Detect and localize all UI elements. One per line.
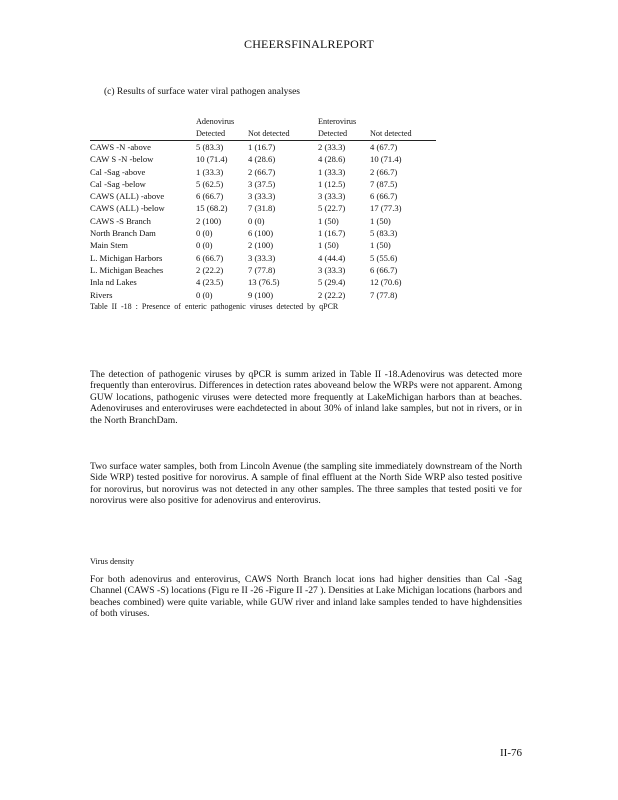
value-cell: 2 (100) [196,215,222,226]
value-cell: 3 (33.3) [318,191,346,202]
value-cell: 3 (33.3) [318,264,346,275]
table-row [90,141,436,154]
location-cell: L. Michigan Harbors [90,252,163,263]
value-cell: 5 (83.3) [196,142,224,152]
location-cell: CAWS -S Branch [90,215,151,226]
value-cell: 2 (100) [248,240,274,251]
column-header: Detected [318,127,370,141]
value-cell: 10 (71.4) [370,154,402,165]
value-cell: 6 (66.7) [370,264,398,275]
value-cell: 2 (33.3) [318,142,346,152]
value-cell: 3 (33.3) [248,252,276,263]
paragraph-virus-density: For both adenovirus and enterovirus, CAWS North Branch locat ions had higher densities than Cal -Sag Channel (CAWS -S) locations (Figu re II -26 -Figure II -27 ). Densities at Lake Michigan locations (harbors and beaches combined) were quite variable, while GUW river and inland lake samples tended to have highdensities of both viruses. [90,574,522,620]
column-header: Not detected [370,127,436,141]
table-row [90,190,436,202]
value-cell: 10 (71.4) [196,154,228,165]
value-cell: 7 (87.5) [370,178,398,189]
blank-header-cell [90,127,196,141]
value-cell: 2 (66.7) [370,166,398,177]
location-cell: CAWS -N -above [90,142,151,152]
value-cell: 1 (50) [370,240,391,251]
location-cell: Cal -Sag -below [90,178,146,189]
value-cell: 7 (77.8) [248,264,276,275]
table-body [90,141,436,301]
value-cell: 0 (0) [196,228,213,239]
value-cell: 17 (77.3) [370,203,402,214]
value-cell: 6 (66.7) [196,252,224,263]
subheading-virus-density: Virus density [90,557,134,566]
value-cell: 9 (100) [248,289,274,300]
table-row [90,202,436,214]
table-row [90,227,436,239]
value-cell: 15 (68.2) [196,203,228,214]
location-cell: CAW S -N -below [90,154,154,165]
table-row [90,178,436,190]
table-row [90,276,436,288]
location-cell: Inla nd Lakes [90,277,137,288]
location-cell: Rivers [90,289,113,300]
value-cell: 5 (29.4) [318,277,346,288]
value-cell: 1 (16.7) [318,228,346,239]
group-header-enterovirus: Enterovirus [318,117,357,126]
table-row [90,239,436,251]
column-header: Not detected [248,127,318,141]
value-cell: 2 (22.2) [196,264,224,275]
table-row [90,215,436,227]
value-cell: 13 (76.5) [248,277,280,288]
value-cell: 1 (33.3) [196,166,224,177]
value-cell: 3 (33.3) [248,191,276,202]
value-cell: 4 (28.6) [248,154,276,165]
table-row [90,264,436,276]
value-cell: 4 (44.4) [318,252,346,263]
section-title: (c) Results of surface water viral pathogen analyses [104,87,300,97]
page-number: II-76 [500,747,522,759]
value-cell: 0 (0) [196,240,213,251]
location-cell: CAWS (ALL) -above [90,191,165,202]
value-cell: 5 (22.7) [318,203,346,214]
table-row [90,289,436,301]
table-row [90,153,436,165]
value-cell: 7 (31.8) [248,203,276,214]
value-cell: 6 (100) [248,228,274,239]
value-cell: 5 (55.6) [370,252,398,263]
location-cell: CAWS (ALL) -below [90,203,165,214]
column-header: Detected [196,127,248,141]
blank-corner-cell [90,116,196,127]
location-cell: Cal -Sag -above [90,166,146,177]
table-row [90,166,436,178]
location-cell: L. Michigan Beaches [90,264,164,275]
value-cell: 1 (33.3) [318,166,346,177]
report-header: CHEERSFINALREPORT [243,37,375,51]
value-cell: 12 (70.6) [370,277,402,288]
table-caption: Table II -18 : Presence of enteric pathogenic viruses detected by qPCR [90,301,339,311]
paragraph-detection-summary: The detection of pathogenic viruses by qPCR is summ arized in Table II -18.Adenovirus was detected more frequently than enterovirus. Differences in detection rates aboveand below the WRPs were not apparent. Among GUW locations, pathogenic viruses were detected more frequently at LakeMichigan harbors than at beaches. Adenoviruses and enteroviruses were eachdetected in about 30% of inland lake samples, but not in rivers, or in the North BranchDam. [90,369,522,426]
location-cell: Main Stem [90,240,128,251]
value-cell: 4 (67.7) [370,142,398,152]
value-cell: 1 (16.7) [248,142,276,152]
group-header-adenovirus: Adenovirus [196,117,235,126]
value-cell: 1 (12.5) [318,178,346,189]
value-cell: 5 (83.3) [370,228,398,239]
virus-results-table-wrap [90,116,436,311]
value-cell: 2 (66.7) [248,166,276,177]
value-cell: 6 (66.7) [196,191,224,202]
value-cell: 3 (37.5) [248,178,276,189]
value-cell: 7 (77.8) [370,289,398,300]
virus-results-table [90,116,436,301]
value-cell: 6 (66.7) [370,191,398,202]
paragraph-norovirus: Two surface water samples, both from Lincoln Avenue (the sampling site immediately downstream of the North Side WRP) tested positive for norovirus. A sample of final effluent at the North Side WRP also tested positive for norovirus, but norovirus was not detected in any other samples. The three samples that tested positi ve for norovirus were also positive for adenovirus and enterovirus. [90,461,522,507]
location-cell: North Branch Dam [90,228,156,239]
value-cell: 5 (62.5) [196,178,224,189]
table-row [90,252,436,264]
value-cell: 1 (50) [318,215,339,226]
value-cell: 1 (50) [370,215,391,226]
value-cell: 0 (0) [196,289,213,300]
value-cell: 4 (28.6) [318,154,346,165]
value-cell: 1 (50) [318,240,339,251]
value-cell: 4 (23.5) [196,277,224,288]
value-cell: 2 (22.2) [318,289,346,300]
value-cell: 0 (0) [248,215,265,226]
